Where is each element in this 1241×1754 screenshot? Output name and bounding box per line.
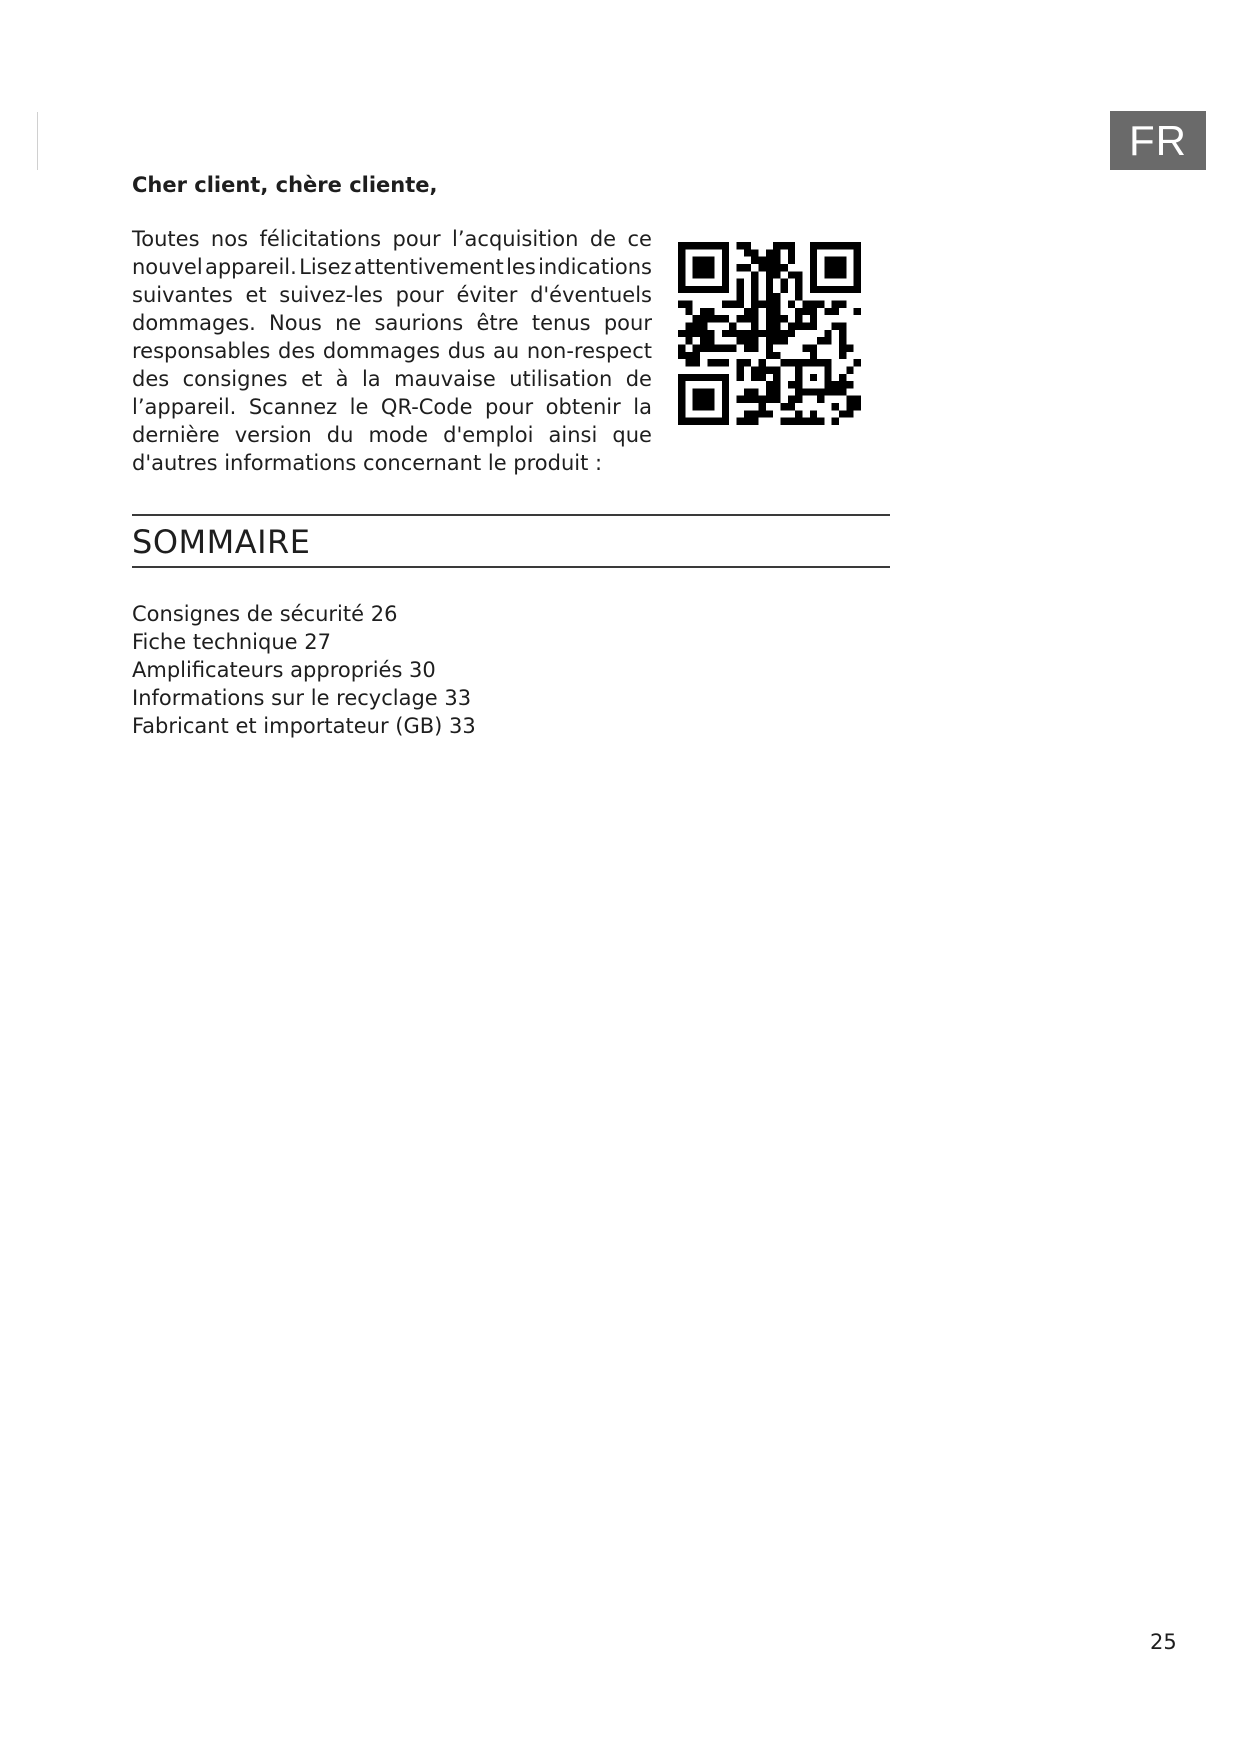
intro-word: suivantes [132, 283, 233, 307]
language-tab: FR [1110, 111, 1206, 170]
intro-word: la [633, 395, 652, 419]
intro-word: ne [335, 311, 362, 335]
intro-word: ce [627, 227, 652, 251]
intro-word: au [493, 339, 520, 363]
intro-line [132, 225, 652, 253]
intro-word: obtenir [545, 395, 621, 419]
intro-word: félicitations [259, 227, 382, 251]
intro-word: Lisez [299, 255, 352, 279]
intro-line [132, 337, 652, 365]
intro-word: être [476, 311, 519, 335]
toc-item: Informations sur le recyclage 33 [132, 686, 472, 710]
qr-code-icon [678, 242, 861, 425]
toc-item: Amplificateurs appropriés 30 [132, 658, 436, 682]
intro-word: nos [210, 227, 249, 251]
intro-word: la [361, 367, 381, 391]
intro-word: à [335, 367, 349, 391]
intro-word: que [612, 423, 652, 447]
toc-item: Consignes de sécurité 26 [132, 602, 398, 626]
intro-word: et [245, 283, 267, 307]
intro-line [132, 421, 652, 449]
intro-word: attentivement [353, 255, 504, 279]
intro-word: pour [485, 395, 534, 419]
intro-word: éviter [456, 283, 518, 307]
intro-word: ainsi [548, 423, 598, 447]
intro-word: utilisation [509, 367, 613, 391]
page-number: 25 [1150, 1630, 1177, 1654]
intro-word: nouvel [132, 255, 203, 279]
intro-word: Toutes [132, 227, 200, 251]
table-of-contents [132, 600, 476, 740]
intro-word: version [234, 423, 312, 447]
intro-word: suivez-les [279, 283, 383, 307]
intro-word: saurions [374, 311, 464, 335]
intro-line [132, 365, 652, 393]
intro-word: non-respect [526, 339, 652, 363]
intro-word: consignes [182, 367, 288, 391]
intro-word: dernière [132, 423, 220, 447]
intro-word: et [301, 367, 323, 391]
intro-word: de [625, 367, 652, 391]
toc-item: Fabricant et importateur (GB) 33 [132, 714, 476, 738]
heading-rule-bottom [132, 566, 890, 568]
intro-word: responsables [132, 339, 271, 363]
intro-word: pour [395, 283, 444, 307]
intro-word: le [349, 395, 369, 419]
intro-paragraph [132, 225, 652, 477]
intro-word: indications [538, 255, 652, 279]
intro-word: des [132, 367, 170, 391]
intro-line: d'autres informations concernant le produit : [132, 451, 603, 475]
intro-word: appareil. [204, 255, 297, 279]
margin-mark [37, 112, 38, 170]
intro-word: pour [392, 227, 441, 251]
intro-line [132, 253, 652, 281]
intro-word: du [326, 423, 354, 447]
intro-word: tenus [531, 311, 591, 335]
intro-word: dommages. [132, 311, 256, 335]
intro-word: l’acquisition [452, 227, 579, 251]
intro-word: d'emploi [443, 423, 534, 447]
intro-word: dommages [322, 339, 441, 363]
heading-rule-top [132, 514, 890, 516]
intro-line [132, 309, 652, 337]
toc-heading: SOMMAIRE [132, 523, 311, 561]
intro-word: les [506, 255, 536, 279]
intro-word: de [589, 227, 617, 251]
greeting: Cher client, chère cliente, [132, 173, 438, 197]
intro-word: pour [603, 311, 652, 335]
intro-word: des [278, 339, 316, 363]
intro-line [132, 393, 652, 421]
intro-word: l’appareil. [132, 395, 237, 419]
intro-word: QR-Code [380, 395, 473, 419]
intro-word: Nous [269, 311, 322, 335]
intro-word: d'éventuels [530, 283, 652, 307]
intro-word: mode [368, 423, 429, 447]
intro-word: dus [447, 339, 486, 363]
intro-word: mauvaise [394, 367, 496, 391]
toc-item: Fiche technique 27 [132, 630, 331, 654]
intro-word: Scannez [248, 395, 338, 419]
intro-line [132, 281, 652, 309]
